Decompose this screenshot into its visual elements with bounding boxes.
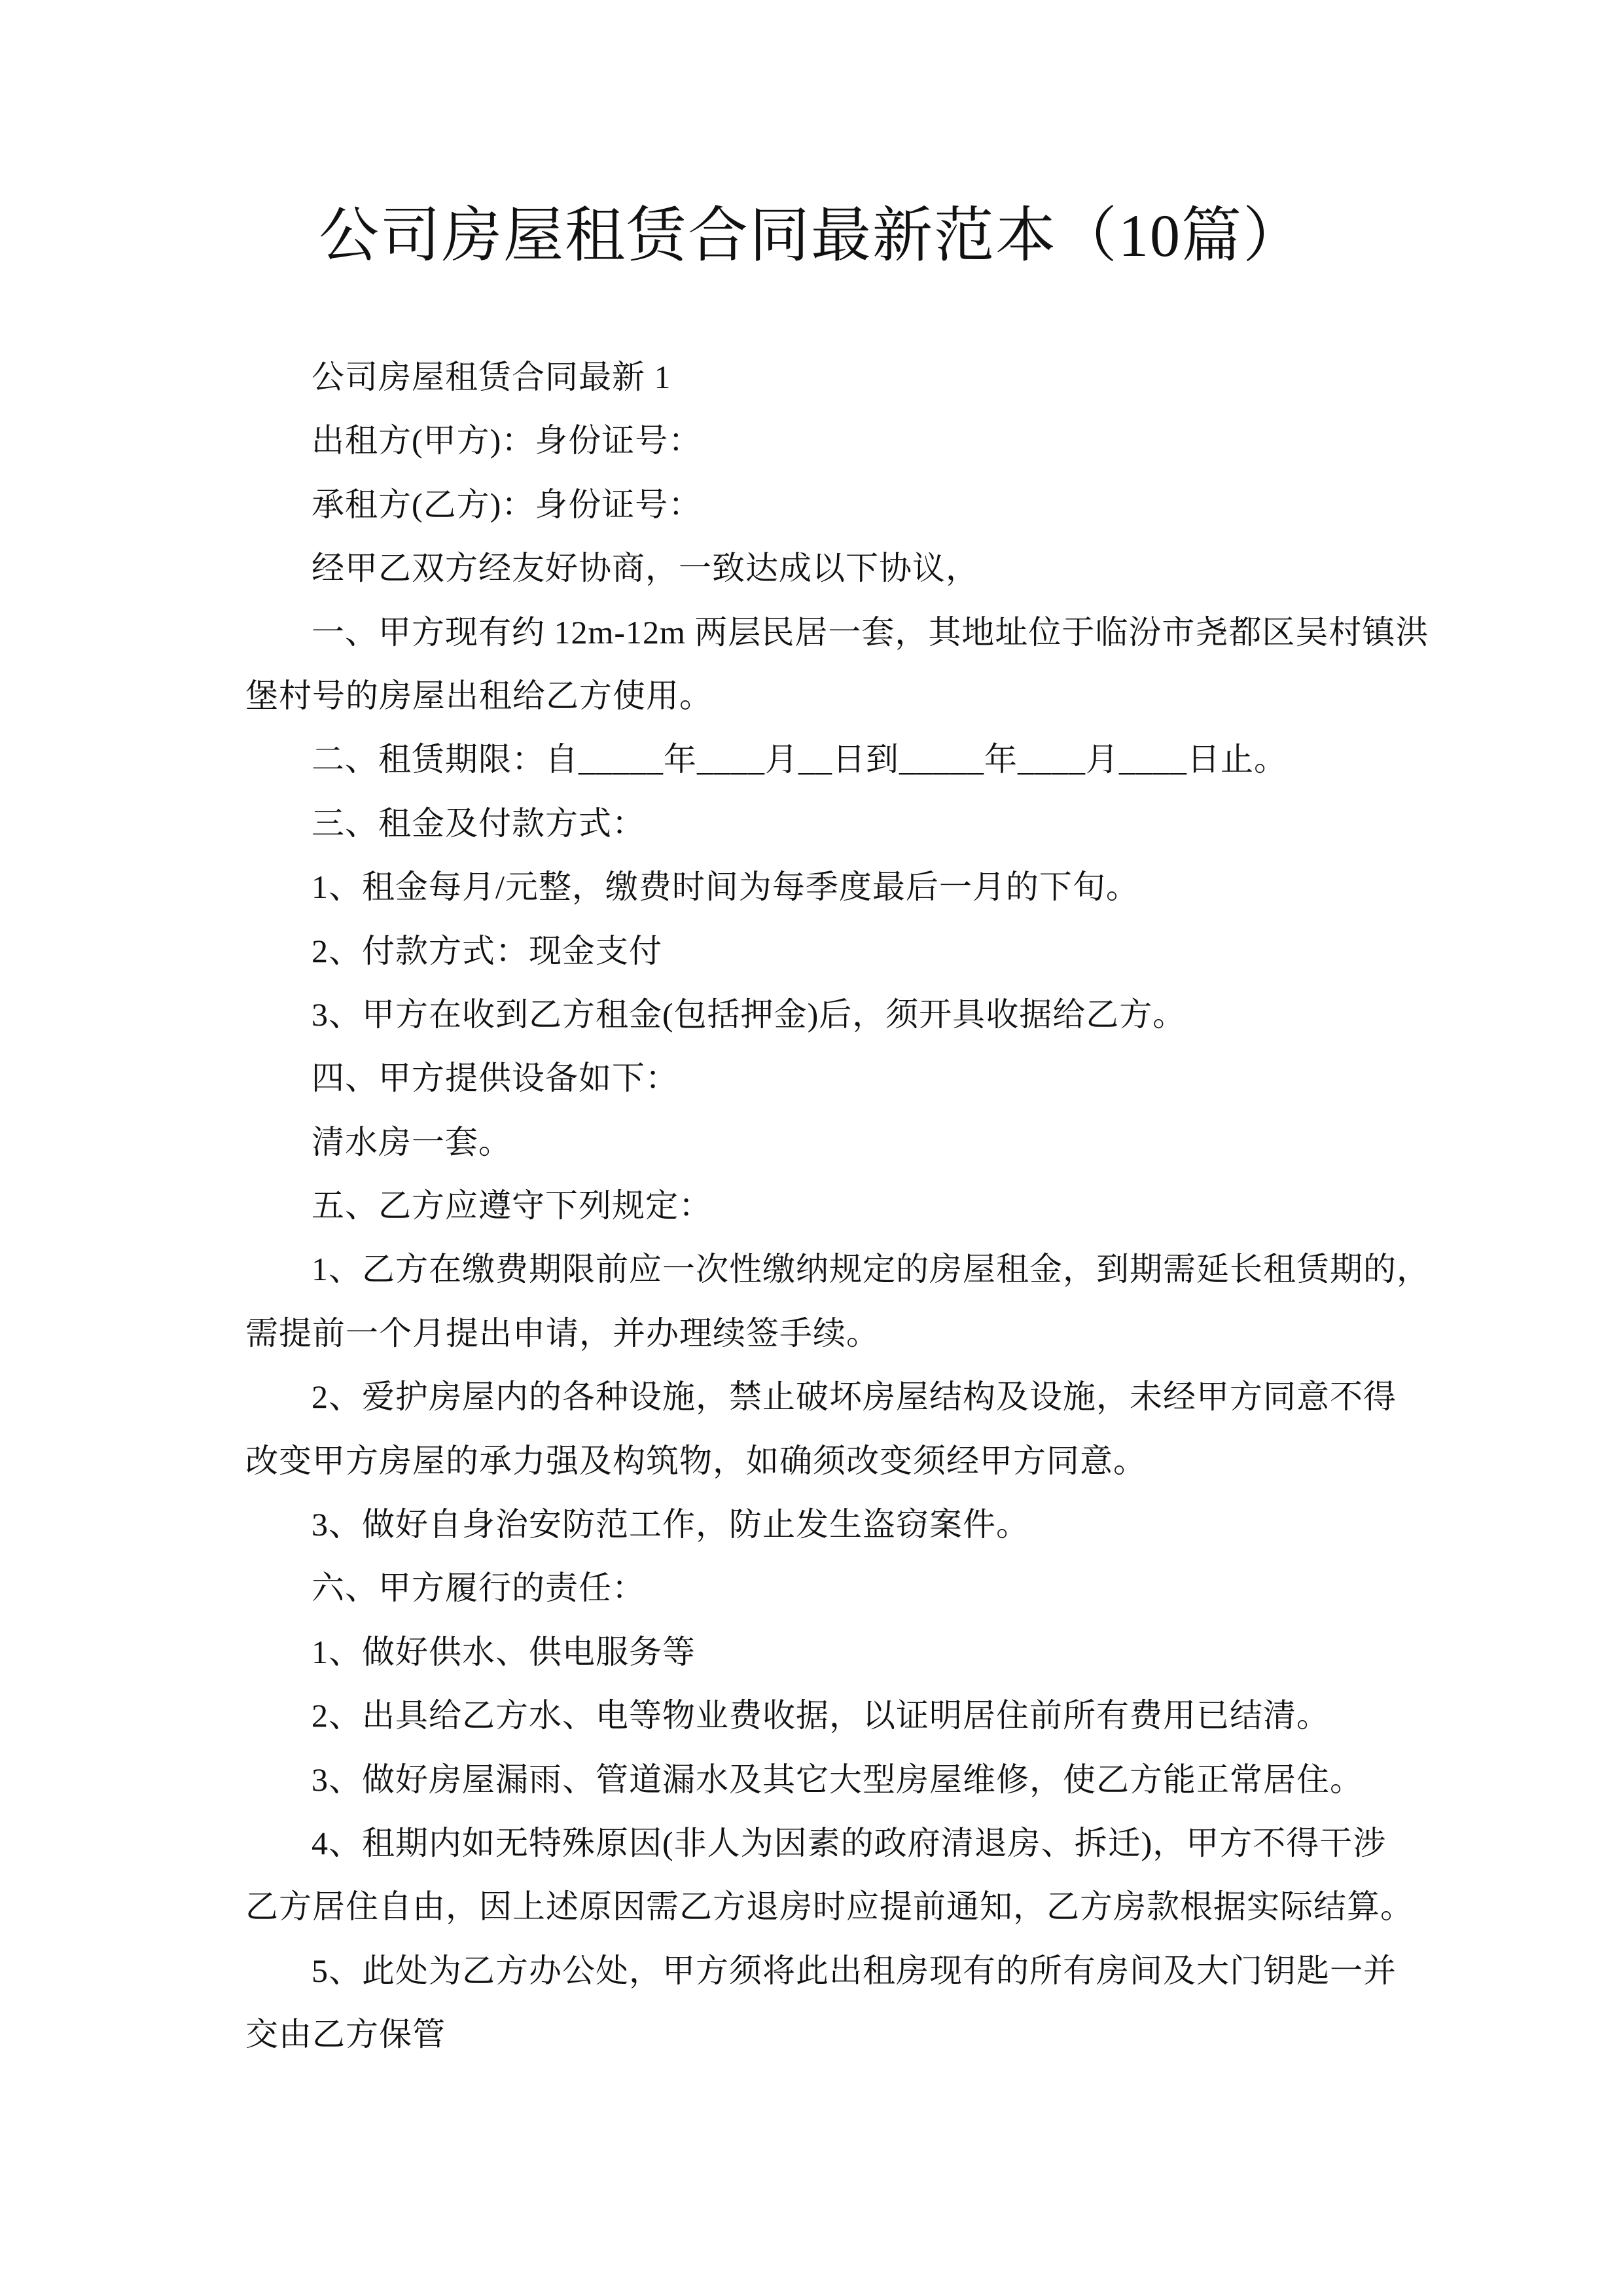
text-line: 交由乙方保管 [245, 2016, 446, 2053]
text-line: 经甲乙双方经友好协商，一致达成以下协议， [312, 550, 979, 587]
text-line: 2、出具给乙方水、电等物业费收据，以证明居住前所有费用已结清。 [312, 1697, 1330, 1734]
text-line: 3、做好房屋漏雨、管道漏水及其它大型房屋维修，使乙方能正常居住。 [312, 1761, 1363, 1798]
text-line: 1、乙方在缴费期限前应一次性缴纳规定的房屋租金，到期需延长租赁期的， [312, 1251, 1430, 1288]
text-line: 三、租金及付款方式： [312, 804, 645, 842]
text-line: 3、甲方在收到乙方租金(包括押金)后，须开具收据给乙方。 [312, 996, 1186, 1033]
text-line: 承租方(乙方)：身份证号： [312, 486, 702, 523]
text-line: 出租方(甲方)：身份证号： [312, 422, 702, 459]
text-line: 六、甲方履行的责任： [312, 1570, 645, 1607]
text-line: 2、爱护房屋内的各种设施，禁止破坏房屋结构及设施，未经甲方同意不得 [312, 1378, 1397, 1416]
text-line: 五、乙方应遵守下列规定： [312, 1187, 712, 1225]
text-line: 二、租赁期限：自_____年____月__日到_____年____月____日止。 [312, 741, 1287, 778]
text-line: 1、租金每月/元整，缴费时间为每季度最后一月的下旬。 [312, 869, 1139, 906]
text-line: 乙方居住自由，因上述原因需乙方退房时应提前通知，乙方房款根据实际结算。 [245, 1888, 1414, 1926]
text-line: 堡村号的房屋出租给乙方使用。 [245, 677, 713, 714]
text-line: 2、付款方式：现金支付 [312, 932, 662, 969]
text-line: 四、甲方提供设备如下： [312, 1060, 679, 1097]
text-line: 5、此处为乙方办公处，甲方须将此出租房现有的所有房间及大门钥匙一并 [312, 1952, 1397, 1989]
text-line: 3、做好自身治安防范工作，防止发生盗窃案件。 [312, 1506, 1029, 1543]
text-line: 1、做好供水、供电服务等 [312, 1633, 696, 1670]
text-line: 改变甲方房屋的承力强及构筑物，如确须改变须经甲方同意。 [245, 1442, 1147, 1479]
text-line: 清水房一套。 [312, 1123, 512, 1160]
text-line: 公司房屋租赁合同最新 1 [312, 359, 671, 395]
text-line: 需提前一个月提出申请，并办理续签手续。 [245, 1314, 880, 1352]
text-line: 一、甲方现有约 12m-12m 两层民居一套，其地址位于临汾市尧都区吴村镇洪 [312, 613, 1429, 651]
document-title: 公司房屋租赁合同最新范本（10篇） [318, 202, 1304, 269]
document-body [245, 346, 1430, 2067]
text-line: 4、租期内如无特殊原因(非人为因素的政府清退房、拆迁)，甲方不得干涉 [312, 1824, 1387, 1861]
